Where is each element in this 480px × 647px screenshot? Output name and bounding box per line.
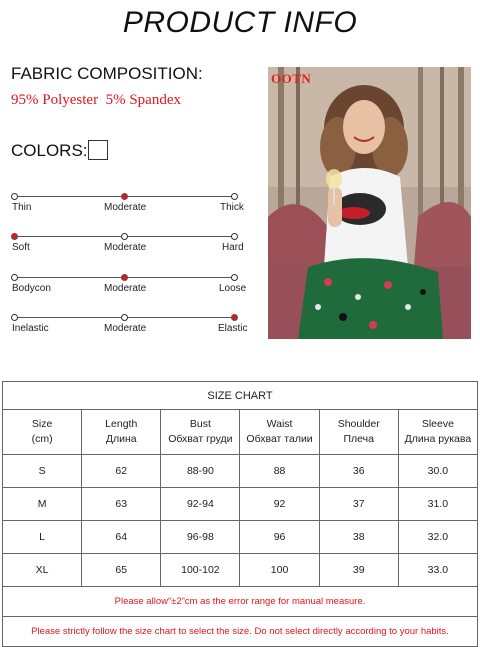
model-illustration xyxy=(268,67,471,339)
table-cell: 31.0 xyxy=(398,488,477,521)
photo-watermark: OOTN xyxy=(271,71,312,86)
header-line-2: Длина рукава xyxy=(404,433,472,445)
size-chart-header-row xyxy=(3,410,478,455)
table-row xyxy=(3,455,478,488)
header-line-1: Sleeve xyxy=(421,418,454,430)
scale-dot-thick xyxy=(231,193,238,200)
table-cell: 38 xyxy=(319,521,398,554)
table-cell: 65 xyxy=(82,554,161,587)
colors-label: COLORS: xyxy=(11,141,88,160)
header-line-1: Size xyxy=(31,418,53,430)
scale-label-soft: Soft xyxy=(12,242,30,253)
table-cell: 100 xyxy=(240,554,319,587)
scale-label-moderate: Moderate xyxy=(104,323,147,334)
measure-error-note: Please allow“±2”cm as the error range for manual measure. xyxy=(3,587,478,617)
scale-dot-moderate xyxy=(121,274,128,281)
header-length xyxy=(82,410,161,455)
scale-label-hard: Hard xyxy=(222,242,244,253)
scale-label-moderate: Moderate xyxy=(104,202,147,213)
table-cell: 62 xyxy=(82,455,161,488)
header-line-1: Length xyxy=(105,418,138,430)
table-cell: M xyxy=(3,488,82,521)
table-cell: 33.0 xyxy=(398,554,477,587)
table-cell: 96-98 xyxy=(161,521,240,554)
table-cell: 88 xyxy=(240,455,319,488)
header-waist xyxy=(240,410,319,455)
scale-label-thin: Thin xyxy=(12,202,32,213)
table-row xyxy=(3,488,478,521)
table-cell: 100-102 xyxy=(161,554,240,587)
scale-label-loose: Loose xyxy=(219,283,247,294)
header-line-2: Плеча xyxy=(343,433,374,445)
scale-label-bodycon: Bodycon xyxy=(12,283,51,294)
scale-label-thick: Thick xyxy=(220,202,244,213)
table-cell: 37 xyxy=(319,488,398,521)
table-cell: S xyxy=(3,455,82,488)
table-cell: 32.0 xyxy=(398,521,477,554)
note-row xyxy=(3,617,478,647)
scale-label-inelastic: Inelastic xyxy=(12,323,49,334)
header-sleeve xyxy=(398,410,477,455)
scale-dot-loose xyxy=(231,274,238,281)
scale-dot-inelastic xyxy=(11,314,18,321)
scale-dot-thin xyxy=(11,193,18,200)
header-line-2: Обхват груди xyxy=(168,433,233,445)
table-cell: L xyxy=(3,521,82,554)
scale-dot-elastic xyxy=(231,314,238,321)
table-cell: 39 xyxy=(319,554,398,587)
header-bust xyxy=(161,410,240,455)
header-line-1: Shoulder xyxy=(337,418,380,430)
table-cell: 88-90 xyxy=(161,455,240,488)
note-row xyxy=(3,587,478,617)
table-cell: XL xyxy=(3,554,82,587)
header-line-1: Waist xyxy=(266,418,293,430)
fabric-composition-value: 95% Polyester 5% Spandex xyxy=(11,92,181,108)
scale-label-moderate: Moderate xyxy=(104,242,147,253)
header-line-2: Длина xyxy=(105,433,137,445)
elasticity-scale xyxy=(12,314,248,354)
scale-dot-moderate xyxy=(121,193,128,200)
scale-label-elastic: Elastic xyxy=(218,323,248,334)
scale-dot-soft xyxy=(11,233,18,240)
header-line-2: Обхват талии xyxy=(246,433,313,445)
table-cell: 64 xyxy=(82,521,161,554)
table-cell: 96 xyxy=(240,521,319,554)
table-row xyxy=(3,554,478,587)
table-cell: 63 xyxy=(82,488,161,521)
scale-dot-moderate xyxy=(121,233,128,240)
scale-label-moderate: Moderate xyxy=(104,283,147,294)
thickness-scale xyxy=(12,193,244,233)
header-shoulder xyxy=(319,410,398,455)
size-selection-note: Please strictly follow the size chart to select the size. Do not select directly according to your habits. xyxy=(3,617,478,647)
header-line-1: Bust xyxy=(189,418,211,430)
scale-dot-hard xyxy=(231,233,238,240)
page-title: PRODUCT INFO xyxy=(122,6,358,39)
fit-scale xyxy=(12,274,247,314)
scale-dot-bodycon xyxy=(11,274,18,281)
table-cell: 92 xyxy=(240,488,319,521)
size-chart-table xyxy=(2,381,478,647)
softness-scale xyxy=(12,233,244,273)
fabric-composition-label: FABRIC COMPOSITION: xyxy=(11,64,203,83)
table-cell: 36 xyxy=(319,455,398,488)
product-photo xyxy=(268,67,471,339)
scale-dot-moderate xyxy=(121,314,128,321)
table-cell: 92-94 xyxy=(161,488,240,521)
table-cell: 30.0 xyxy=(398,455,477,488)
size-chart-title: SIZE CHART xyxy=(3,382,478,410)
header-size xyxy=(3,410,82,455)
header-line-2: (cm) xyxy=(31,433,53,445)
table-row xyxy=(3,521,478,554)
color-swatch-box[interactable] xyxy=(88,140,108,160)
